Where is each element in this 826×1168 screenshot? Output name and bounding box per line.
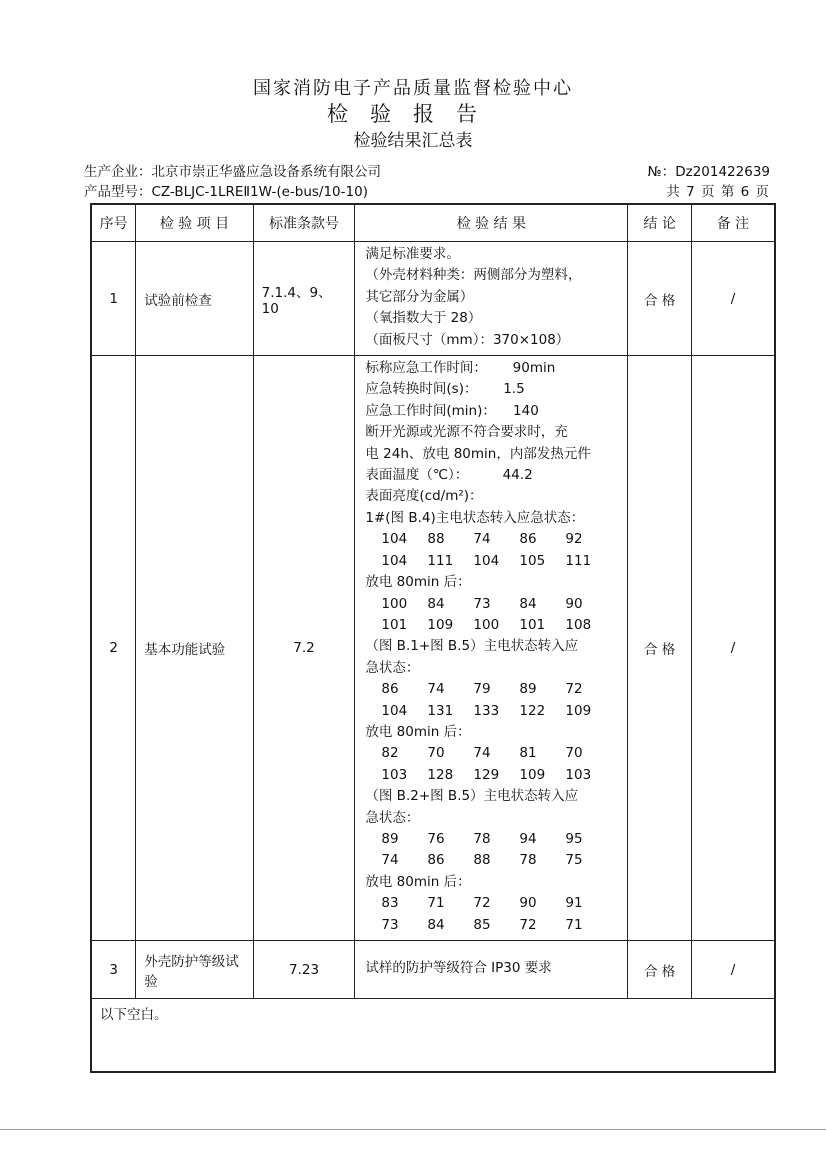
value: 86 (427, 852, 445, 869)
brightness-values (365, 679, 623, 700)
result-line: （图 B.2+图 B.5）主电状态转入应 (365, 788, 579, 805)
value: 84 (519, 595, 537, 612)
value: 88 (427, 531, 445, 548)
value: 129 (473, 766, 500, 783)
brightness-values (365, 765, 623, 786)
value: 71 (565, 916, 583, 933)
value: 90 (519, 895, 537, 912)
value: 109 (519, 766, 546, 783)
value: 72 (565, 681, 583, 698)
value: 85 (473, 916, 491, 933)
result-line: （氧指数大于 28） (365, 310, 482, 327)
value: 88 (473, 852, 491, 869)
value: 101 (381, 616, 408, 633)
brightness-values (365, 551, 623, 572)
value: 74 (473, 531, 491, 548)
row-number: 3 (91, 941, 136, 999)
value: 100 (381, 595, 408, 612)
value: 74 (473, 745, 491, 762)
footer-row (91, 999, 775, 1073)
value: 131 (427, 702, 454, 719)
result-cell (355, 356, 628, 941)
value: 94 (519, 830, 537, 847)
remark: / (691, 356, 775, 941)
value: 74 (427, 681, 445, 698)
value: 86 (381, 681, 399, 698)
col-header: 检 验 结 果 (355, 204, 628, 242)
result-line: 标称应急工作时间： 90min (365, 360, 556, 377)
test-item: 试验前检查 (136, 242, 253, 356)
result-line: 1#(图 B.4)主电状态转入应急状态： (365, 509, 585, 526)
value: 74 (381, 852, 399, 869)
value: 78 (519, 852, 537, 869)
table-row (91, 941, 775, 999)
value: 103 (381, 766, 408, 783)
value: 91 (565, 895, 583, 912)
value: 111 (565, 552, 592, 569)
value: 84 (427, 916, 445, 933)
value: 109 (565, 702, 592, 719)
value: 104 (381, 531, 408, 548)
table-header (91, 204, 775, 242)
col-header: 标准条款号 (253, 204, 355, 242)
brightness-values (365, 915, 623, 936)
remark: / (691, 242, 775, 356)
result-line: （图 B.1+图 B.5）主电状态转入应 (365, 638, 579, 655)
row-number: 2 (91, 356, 136, 941)
test-item: 外壳防护等级试验 (136, 941, 253, 999)
page-count: 共 7 页 第 6 页 (666, 184, 770, 200)
results-table (90, 203, 776, 1073)
value: 90 (565, 595, 583, 612)
result-line: 电 24h、放电 80min，内部发热元件 (365, 445, 591, 462)
col-header: 检 验 项 目 (136, 204, 253, 242)
value: 122 (519, 702, 546, 719)
remark: / (691, 941, 775, 999)
brightness-values (365, 829, 623, 850)
value: 84 (427, 595, 445, 612)
result-line: 试样的防护等级符合 IP30 要求 (365, 959, 552, 976)
value: 95 (565, 830, 583, 847)
report-number: №：Dz201422639 (647, 164, 770, 180)
result-line: 急状态： (365, 809, 420, 826)
brightness-values (365, 615, 623, 636)
value: 92 (565, 531, 583, 548)
conclusion: 合 格 (628, 242, 692, 356)
value: 72 (519, 916, 537, 933)
value: 103 (565, 766, 592, 783)
result-line: 放电 80min 后： (365, 574, 471, 591)
value: 104 (381, 702, 408, 719)
value: 100 (473, 616, 500, 633)
result-line: 断开光源或光源不符合要求时，充 (365, 424, 568, 441)
table-row (91, 356, 775, 941)
value: 104 (381, 552, 408, 569)
value: 109 (427, 616, 454, 633)
value: 78 (473, 830, 491, 847)
value: 70 (427, 745, 445, 762)
clause: 7.1.4、9、10 (253, 242, 355, 356)
value: 128 (427, 766, 454, 783)
result-line: 应急转换时间(s)： 1.5 (365, 381, 525, 398)
result-line: 放电 80min 后： (365, 723, 471, 740)
blank-note: 以下空白。 (91, 999, 775, 1073)
value: 105 (519, 552, 546, 569)
value: 75 (565, 852, 583, 869)
col-header: 结 论 (628, 204, 692, 242)
value: 82 (381, 745, 399, 762)
result-cell (355, 941, 628, 999)
result-line: 急状态： (365, 659, 420, 676)
value: 76 (427, 830, 445, 847)
result-line: 表面温度（℃）： 44.2 (365, 467, 533, 484)
clause: 7.23 (253, 941, 355, 999)
result-line: 放电 80min 后： (365, 873, 471, 890)
value: 86 (519, 531, 537, 548)
value: 73 (473, 595, 491, 612)
value: 108 (565, 616, 592, 633)
value: 73 (381, 916, 399, 933)
result-cell (355, 242, 628, 356)
result-line: 其它部分为金属） (365, 288, 474, 305)
brightness-values (365, 701, 623, 722)
brightness-values (365, 529, 623, 550)
value: 133 (473, 702, 500, 719)
result-line: 表面亮度(cd/m²)： (365, 488, 483, 505)
row-number: 1 (91, 242, 136, 356)
bottom-rule (0, 1129, 826, 1130)
value: 72 (473, 895, 491, 912)
value: 79 (473, 681, 491, 698)
table-row (91, 242, 775, 356)
brightness-values (365, 594, 623, 615)
col-header: 序号 (91, 204, 136, 242)
result-line: 应急工作时间(min)： 140 (365, 402, 539, 419)
value: 104 (473, 552, 500, 569)
value: 71 (427, 895, 445, 912)
report-subtitle: 检验结果汇总表 (353, 131, 473, 151)
value: 101 (519, 616, 546, 633)
value: 89 (519, 681, 537, 698)
value: 111 (427, 552, 454, 569)
result-line: （外壳材料种类：两侧部分为塑料， (365, 267, 582, 284)
value: 89 (381, 830, 399, 847)
col-header: 备 注 (691, 204, 775, 242)
report-title: 检验报告 (327, 102, 499, 126)
conclusion: 合 格 (628, 941, 692, 999)
clause: 7.2 (253, 356, 355, 941)
test-item: 基本功能试验 (136, 356, 253, 941)
conclusion: 合 格 (628, 356, 692, 941)
value: 70 (565, 745, 583, 762)
product-model: 产品型号：CZ-BLJC-1LREⅡ1W-(e-bus/10-10) (84, 184, 368, 200)
result-line: 满足标准要求。 (365, 246, 460, 262)
brightness-values (365, 893, 623, 914)
value: 83 (381, 895, 399, 912)
value: 81 (519, 745, 537, 762)
brightness-values (365, 850, 623, 871)
brightness-values (365, 743, 623, 764)
manufacturer: 生产企业：北京市崇正华盛应急设备系统有限公司 (84, 164, 381, 180)
result-line: （面板尺寸（mm）：370×108） (365, 331, 570, 348)
org-name: 国家消防电子产品质量监督检验中心 (253, 78, 573, 99)
